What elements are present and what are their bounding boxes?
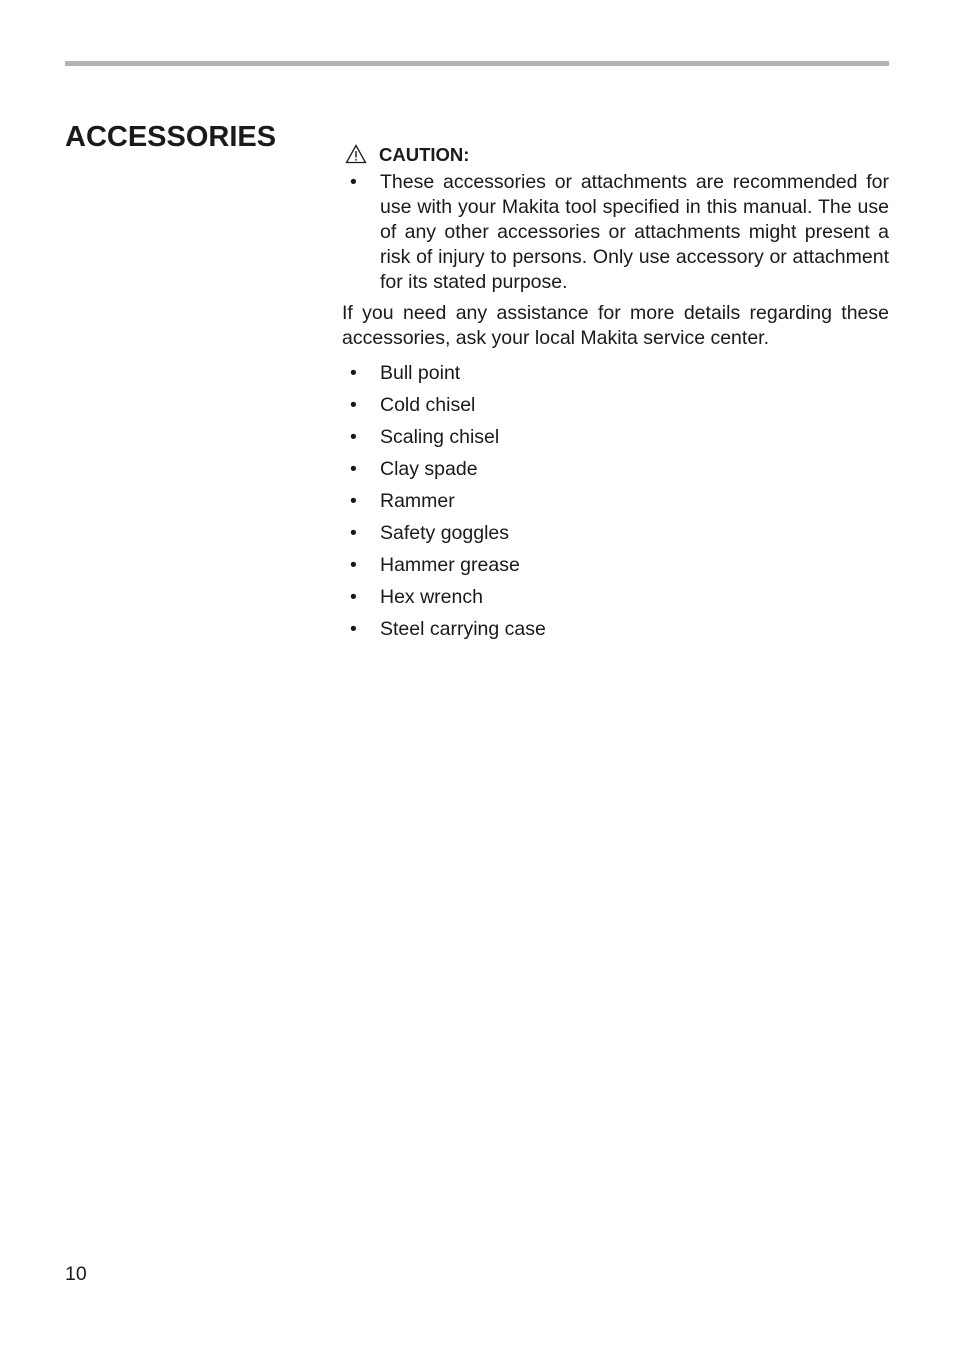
bullet-icon: • <box>350 362 357 385</box>
accessories-content <box>342 140 889 645</box>
accessory-item <box>342 422 889 454</box>
bullet-icon: • <box>350 394 357 417</box>
accessory-item <box>342 390 889 422</box>
caution-text: These accessories or attachments are recommended for use with your Makita tool specified in this manual. The use of any other accessories or attachments might present a risk of injury to persons. Only use accessory or attachment for its stated purpose. <box>380 171 889 293</box>
warning-triangle-icon <box>345 144 367 164</box>
accessory-label: Rammer <box>380 490 455 512</box>
caution-label: CAUTION: <box>379 143 470 165</box>
accessory-label: Bull point <box>380 362 461 385</box>
accessory-item <box>342 517 889 549</box>
accessory-label: Scaling chisel <box>380 426 500 449</box>
accessory-label: Steel carrying case <box>380 617 546 640</box>
bullet-icon: • <box>350 617 357 640</box>
bullet-icon: • <box>350 458 357 481</box>
page-number: 10 <box>65 1263 87 1285</box>
accessory-item <box>342 454 889 486</box>
accessory-list <box>342 358 889 645</box>
bullet-icon: • <box>350 521 357 544</box>
accessory-label: Hex wrench <box>380 585 483 608</box>
accessory-item <box>342 581 889 613</box>
bullet-icon: • <box>350 171 357 193</box>
accessory-label: Hammer grease <box>380 553 520 576</box>
bullet-icon: • <box>350 426 357 449</box>
accessory-label: Safety goggles <box>380 521 510 544</box>
accessory-item <box>342 613 889 645</box>
accessory-item <box>342 358 889 390</box>
caution-item <box>342 170 889 295</box>
section-title: ACCESSORIES <box>65 121 277 153</box>
bullet-icon: • <box>350 585 357 608</box>
caution-heading <box>342 140 889 168</box>
top-rule <box>65 61 889 66</box>
accessory-item <box>342 549 889 581</box>
bullet-icon: • <box>350 490 357 512</box>
accessory-label: Clay spade <box>380 458 478 481</box>
accessory-label: Cold chisel <box>380 394 476 417</box>
accessory-item <box>342 486 889 518</box>
bullet-icon: • <box>350 553 357 576</box>
assistance-note: If you need any assistance for more details regarding these accessories, ask your local Makita service center. <box>342 302 889 349</box>
